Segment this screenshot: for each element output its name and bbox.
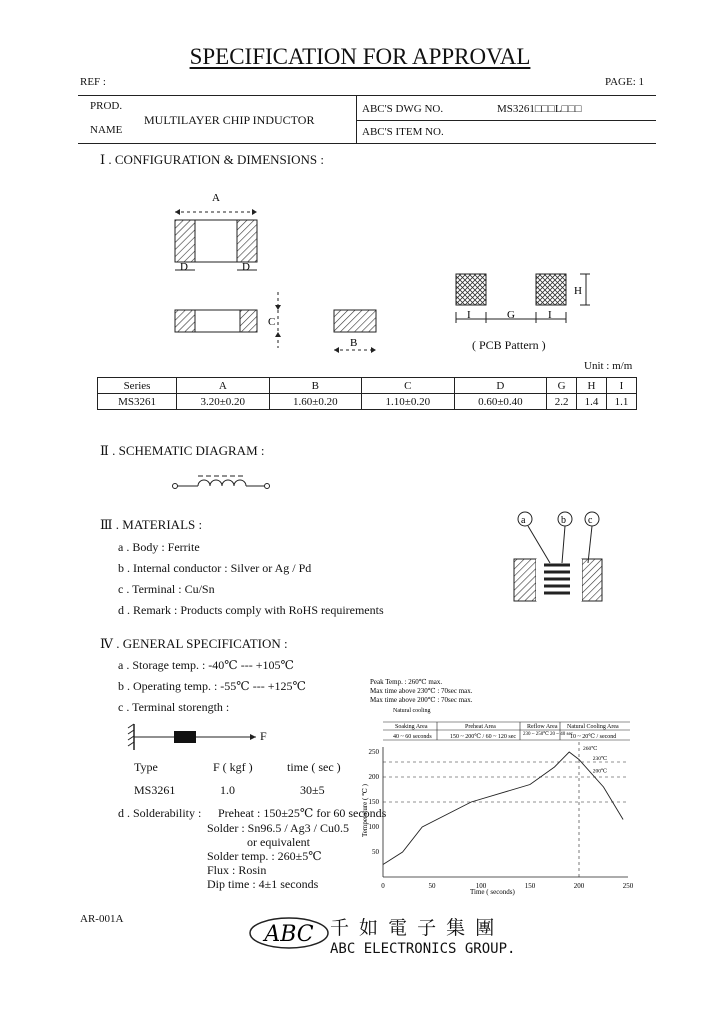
phase-label: Reflow Area: [527, 724, 558, 730]
reflow-profile-chart: [355, 672, 650, 902]
solder-flux: Flux : Rosin: [207, 863, 267, 877]
y-tick-label: 150: [368, 798, 379, 806]
phase-note: 40 ~ 60 seconds: [393, 734, 432, 740]
phase-label: Natural cooling: [393, 708, 431, 714]
section1-heading: Ⅰ . CONFIGURATION & DIMENSIONS :: [100, 152, 324, 167]
storage-temp: a . Storage temp. : -40℃ --- +105℃: [118, 658, 294, 672]
document-title: SPECIFICATION FOR APPROVAL: [189, 44, 531, 69]
solder-equivalent: or equivalent: [247, 835, 310, 849]
item-label: ABC'S ITEM NO.: [362, 126, 444, 138]
table-cell: 1.10±0.20: [362, 394, 455, 410]
section2-heading: Ⅱ . SCHEMATIC DIAGRAM :: [100, 443, 265, 458]
company-name-chinese: 千 如 電 子 集 團: [330, 917, 497, 939]
dimension-table: [97, 377, 637, 410]
solder-alloy: Solder : Sn96.5 / Ag3 / Cu0.5: [207, 821, 350, 835]
solder-preheat: Preheat : 150±25℃ for 60 seconds: [218, 806, 387, 820]
unit-label: Unit : m/m: [584, 360, 633, 372]
dim-d2-label: D: [242, 261, 250, 273]
x-tick-label: 250: [622, 882, 634, 890]
x-tick-label: 50: [428, 882, 436, 890]
prod-label: PROD.: [90, 100, 123, 112]
x-tick-label: 0: [381, 882, 385, 890]
profile-line: [383, 752, 623, 865]
x-axis-label: Time ( seconds): [470, 888, 515, 896]
table-cell: 1.1: [607, 394, 637, 410]
x-tick-label: 200: [573, 882, 585, 890]
section4-heading: Ⅳ . GENERAL SPECIFICATION :: [100, 636, 288, 651]
dim-i2-label: I: [548, 309, 552, 321]
dim-a-label: A: [212, 192, 220, 204]
dimension-drawings: [0, 0, 720, 380]
table-header: A: [177, 378, 270, 394]
material-conductor: b . Internal conductor : Silver or Ag / Pd: [118, 561, 312, 575]
table-header: H: [577, 378, 607, 394]
solder-temp: Solder temp. : 260±5℃: [207, 849, 322, 863]
chart-note: Peak Temp. : 260℃ max.: [370, 678, 443, 686]
phase-note: 10 ~ 20℃ / second: [570, 734, 617, 740]
operating-temp: b . Operating temp. : -55℃ --- +125℃: [118, 679, 306, 693]
chart-note: Max time above 200℃ : 70sec max.: [370, 696, 473, 704]
chart-note: Max time above 230℃ : 70sec max.: [370, 687, 473, 695]
x-tick-label: 100: [475, 882, 487, 890]
section3-heading: Ⅲ . MATERIALS :: [100, 517, 203, 532]
strength-value-time: 30±5: [300, 783, 325, 797]
dim-g-label: G: [507, 309, 515, 321]
company-name-english: ABC ELECTRONICS GROUP.: [330, 941, 516, 957]
name-label: NAME: [90, 124, 123, 136]
table-header: I: [607, 378, 637, 394]
strength-value-force: 1.0: [220, 783, 235, 797]
chip-side-view: [175, 292, 281, 348]
terminal-strength-diagram: [128, 722, 278, 752]
dim-h-label: H: [574, 285, 582, 297]
solder-dip-time: Dip time : 4±1 seconds: [207, 877, 319, 891]
phase-note: 230 ~ 250℃ 20 ~ 40 sec: [523, 732, 573, 737]
pcb-caption: ( PCB Pattern ): [472, 338, 546, 352]
table-cell: 0.60±0.40: [454, 394, 547, 410]
strength-header-force: F ( kgf ): [213, 760, 253, 774]
table-cell: 3.20±0.20: [177, 394, 270, 410]
phase-note: 150 ~ 200℃ / 60 ~ 120 sec: [450, 734, 517, 740]
table-header: D: [454, 378, 547, 394]
strength-value-type: MS3261: [134, 783, 176, 797]
chart-annotation: 230℃: [592, 756, 608, 762]
table-cell: 2.2: [547, 394, 577, 410]
page-label: PAGE: 1: [605, 76, 645, 88]
table-cell: MS3261: [98, 394, 177, 410]
table-cell: 1.60±0.20: [269, 394, 362, 410]
product-name: MULTILAYER CHIP INDUCTOR: [144, 113, 315, 127]
y-tick-label: 250: [368, 748, 379, 756]
dwg-label: ABC'S DWG NO.: [362, 103, 444, 115]
logo-text: ABC: [264, 922, 314, 947]
x-tick-label: 150: [524, 882, 536, 890]
chart-annotation: 200℃: [592, 768, 608, 775]
strength-header-time: time ( sec ): [287, 760, 341, 774]
table-header: Series: [98, 378, 177, 394]
phase-label: Preheat Area: [465, 724, 496, 730]
material-body: a . Body : Ferrite: [118, 540, 200, 554]
y-tick-label: 100: [368, 823, 379, 831]
material-cross-section: [500, 505, 620, 610]
abc-logo: [248, 916, 330, 950]
callout-b: b: [561, 515, 566, 526]
table-header: B: [269, 378, 362, 394]
force-label: F: [260, 729, 267, 743]
dim-d1-label: D: [180, 261, 188, 273]
terminal-strength: c . Terminal storength :: [118, 700, 230, 714]
form-code: AR-001A: [80, 913, 124, 925]
table-header: C: [362, 378, 455, 394]
callout-c: c: [588, 515, 593, 526]
dim-c-label: C: [268, 316, 276, 328]
solderability-label: d . Solderability :: [118, 806, 202, 820]
dwg-value: MS3261□□□L□□□: [497, 103, 582, 115]
y-tick-label: 200: [368, 773, 379, 781]
table-cell: 1.4: [577, 394, 607, 410]
ref-label: REF :: [80, 76, 106, 88]
y-axis-label: Temperature ( ℃ ): [361, 783, 369, 837]
dim-i1-label: I: [467, 309, 471, 321]
table-header: G: [547, 378, 577, 394]
callout-a: a: [521, 515, 526, 526]
table-row: [98, 394, 637, 410]
chart-annotation: 260℃: [583, 746, 598, 752]
table-header-row: [98, 378, 637, 394]
material-remark: d . Remark : Products comply with RoHS requirements: [118, 603, 384, 617]
phase-label: Soaking Area: [395, 724, 428, 730]
inductor-symbol: [170, 474, 280, 494]
y-tick-label: 50: [372, 848, 379, 856]
strength-header-type: Type: [134, 760, 158, 774]
phase-label: Natural Cooling Area: [567, 724, 619, 730]
dim-b-label: B: [350, 337, 358, 349]
pcb-pattern: [456, 274, 590, 323]
material-terminal: c . Terminal : Cu/Sn: [118, 582, 215, 596]
